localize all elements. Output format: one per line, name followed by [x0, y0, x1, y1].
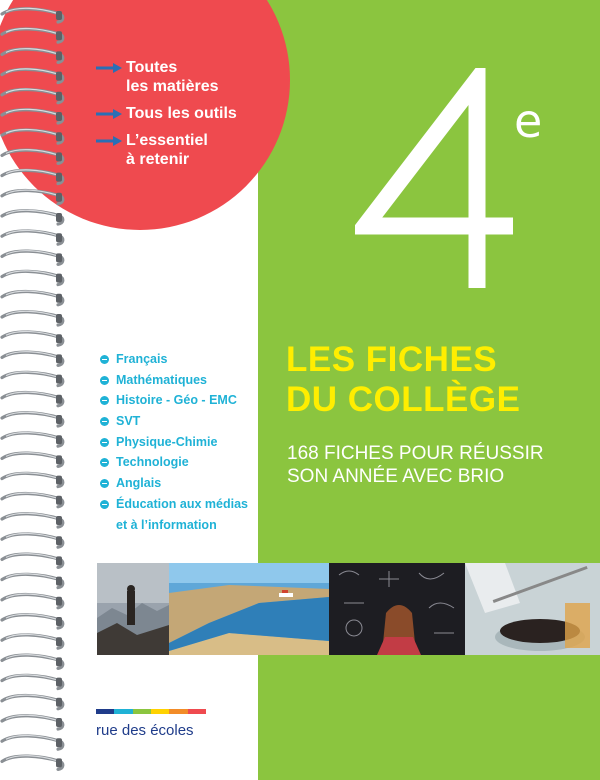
spiral-hole	[56, 72, 62, 81]
arrow-icon	[96, 109, 122, 119]
bullet-dot-icon	[100, 355, 109, 364]
arrow-icon	[96, 63, 122, 73]
spiral-hole	[56, 556, 62, 565]
title-line: LES FICHES	[286, 340, 498, 379]
spiral-binding	[0, 0, 70, 780]
spiral-hole	[56, 253, 62, 262]
spiral-hole	[56, 496, 62, 505]
bullet-dot-icon	[100, 458, 109, 467]
photo-strip	[97, 563, 600, 655]
feature-label-line: Toutes	[126, 59, 178, 76]
feature-label-line: L’essentiel	[126, 132, 208, 149]
logo-color-bar	[96, 709, 206, 714]
spiral-hole	[56, 718, 62, 727]
spiral-coil	[2, 615, 63, 628]
spiral-coil	[2, 49, 63, 62]
spiral-hole	[56, 354, 62, 363]
subject-item: Éducation aux médias	[98, 494, 248, 515]
feature-item	[96, 104, 276, 123]
spiral-coil	[2, 150, 63, 163]
spiral-coil	[2, 534, 63, 547]
cover-subtitle	[287, 442, 544, 488]
spiral-hole	[56, 31, 62, 40]
spiral-coil	[2, 9, 63, 22]
spiral-coil	[2, 271, 63, 284]
spiral-coil	[2, 595, 63, 608]
spiral-coil	[2, 312, 63, 325]
feature-item	[96, 131, 276, 169]
subject-item: Mathématiques	[98, 370, 248, 391]
spiral-coil	[2, 433, 63, 446]
spiral-hole	[56, 536, 62, 545]
spiral-hole	[56, 698, 62, 707]
spiral-coil	[2, 251, 63, 264]
spiral-hole	[56, 132, 62, 141]
spiral-coil	[2, 756, 63, 769]
spiral-hole	[56, 758, 62, 767]
spiral-coil	[2, 292, 63, 305]
spiral-hole	[56, 657, 62, 666]
arrow-icon	[96, 136, 122, 146]
spiral-hole	[56, 375, 62, 384]
spiral-hole	[56, 11, 62, 20]
spiral-coil	[2, 231, 63, 244]
spiral-hole	[56, 334, 62, 343]
spiral-hole	[56, 617, 62, 626]
spiral-hole	[56, 274, 62, 283]
bullet-dot-icon	[100, 396, 109, 405]
publisher-logo	[96, 709, 206, 745]
spiral-coil	[2, 29, 63, 42]
spiral-hole	[56, 637, 62, 646]
spiral-coil	[2, 393, 63, 406]
spiral-coil	[2, 675, 63, 688]
bullet-dot-icon	[100, 417, 109, 426]
spiral-hole	[56, 112, 62, 121]
spiral-hole	[56, 294, 62, 303]
spiral-coil	[2, 130, 63, 143]
subject-list	[98, 349, 248, 535]
spiral-coil	[2, 736, 63, 749]
spiral-coil	[2, 170, 63, 183]
spiral-hole	[56, 314, 62, 323]
subject-item: Histoire - Géo - EMC	[98, 390, 248, 411]
spiral-hole	[56, 395, 62, 404]
feature-label-line: les matières	[126, 78, 219, 95]
spiral-hole	[56, 476, 62, 485]
spiral-hole	[56, 173, 62, 182]
spiral-coil	[2, 655, 63, 668]
spiral-hole	[56, 213, 62, 222]
photo-canal-landscape	[169, 563, 329, 655]
spiral-coil	[2, 635, 63, 648]
spiral-coil	[2, 473, 63, 486]
spiral-coil	[2, 191, 63, 204]
spiral-coil	[2, 352, 63, 365]
subject-item-continuation: et à l’information	[116, 517, 217, 532]
spiral-hole	[56, 193, 62, 202]
bullet-dot-icon	[100, 376, 109, 385]
spiral-coil	[2, 696, 63, 709]
photo-wanderer-painting	[97, 563, 169, 655]
spiral-coil	[2, 332, 63, 345]
bullet-dot-icon	[100, 438, 109, 447]
grade-suffix: e	[514, 94, 543, 148]
spiral-hole	[56, 455, 62, 464]
spiral-hole	[56, 597, 62, 606]
spiral-coil	[2, 554, 63, 567]
subject-item: Technologie	[98, 452, 248, 473]
spiral-hole	[56, 577, 62, 586]
spiral-hole	[56, 516, 62, 525]
photo-lab-petri-dish	[465, 563, 600, 655]
spiral-hole	[56, 415, 62, 424]
subject-item: Français	[98, 349, 248, 370]
spiral-hole	[56, 92, 62, 101]
subtitle-line: SON ANNÉE AVEC BRIO	[287, 466, 505, 487]
feature-item	[96, 58, 276, 96]
spiral-coil	[2, 413, 63, 426]
feature-label-line: à retenir	[126, 151, 190, 168]
spiral-hole	[56, 738, 62, 747]
grade-number	[355, 68, 515, 298]
feature-list	[96, 58, 276, 177]
bullet-dot-icon	[100, 479, 109, 488]
spiral-hole	[56, 678, 62, 687]
spiral-hole	[56, 152, 62, 161]
spiral-coil	[2, 494, 63, 507]
subject-item: Physique-Chimie	[98, 432, 248, 453]
spiral-coil	[2, 90, 63, 103]
spiral-hole	[56, 51, 62, 60]
subject-item: Anglais	[98, 473, 248, 494]
bullet-dot-icon	[100, 500, 109, 509]
spiral-coil	[2, 716, 63, 729]
spiral-coil	[2, 453, 63, 466]
spiral-coil	[2, 574, 63, 587]
spiral-coil	[2, 372, 63, 385]
spiral-coil	[2, 110, 63, 123]
spiral-coil	[2, 69, 63, 82]
cover-title	[286, 340, 520, 420]
spiral-coil	[2, 514, 63, 527]
spiral-coil	[2, 211, 63, 224]
title-line: DU COLLÈGE	[286, 380, 521, 419]
feature-label-line: Tous les outils	[126, 105, 237, 122]
subtitle-line: 168 FICHES POUR RÉUSSIR	[287, 443, 544, 464]
spiral-hole	[56, 233, 62, 242]
subject-item: SVT	[98, 411, 248, 432]
publisher-name: rue des écoles	[96, 722, 194, 739]
spiral-hole	[56, 435, 62, 444]
photo-student-chalkboard	[329, 563, 465, 655]
